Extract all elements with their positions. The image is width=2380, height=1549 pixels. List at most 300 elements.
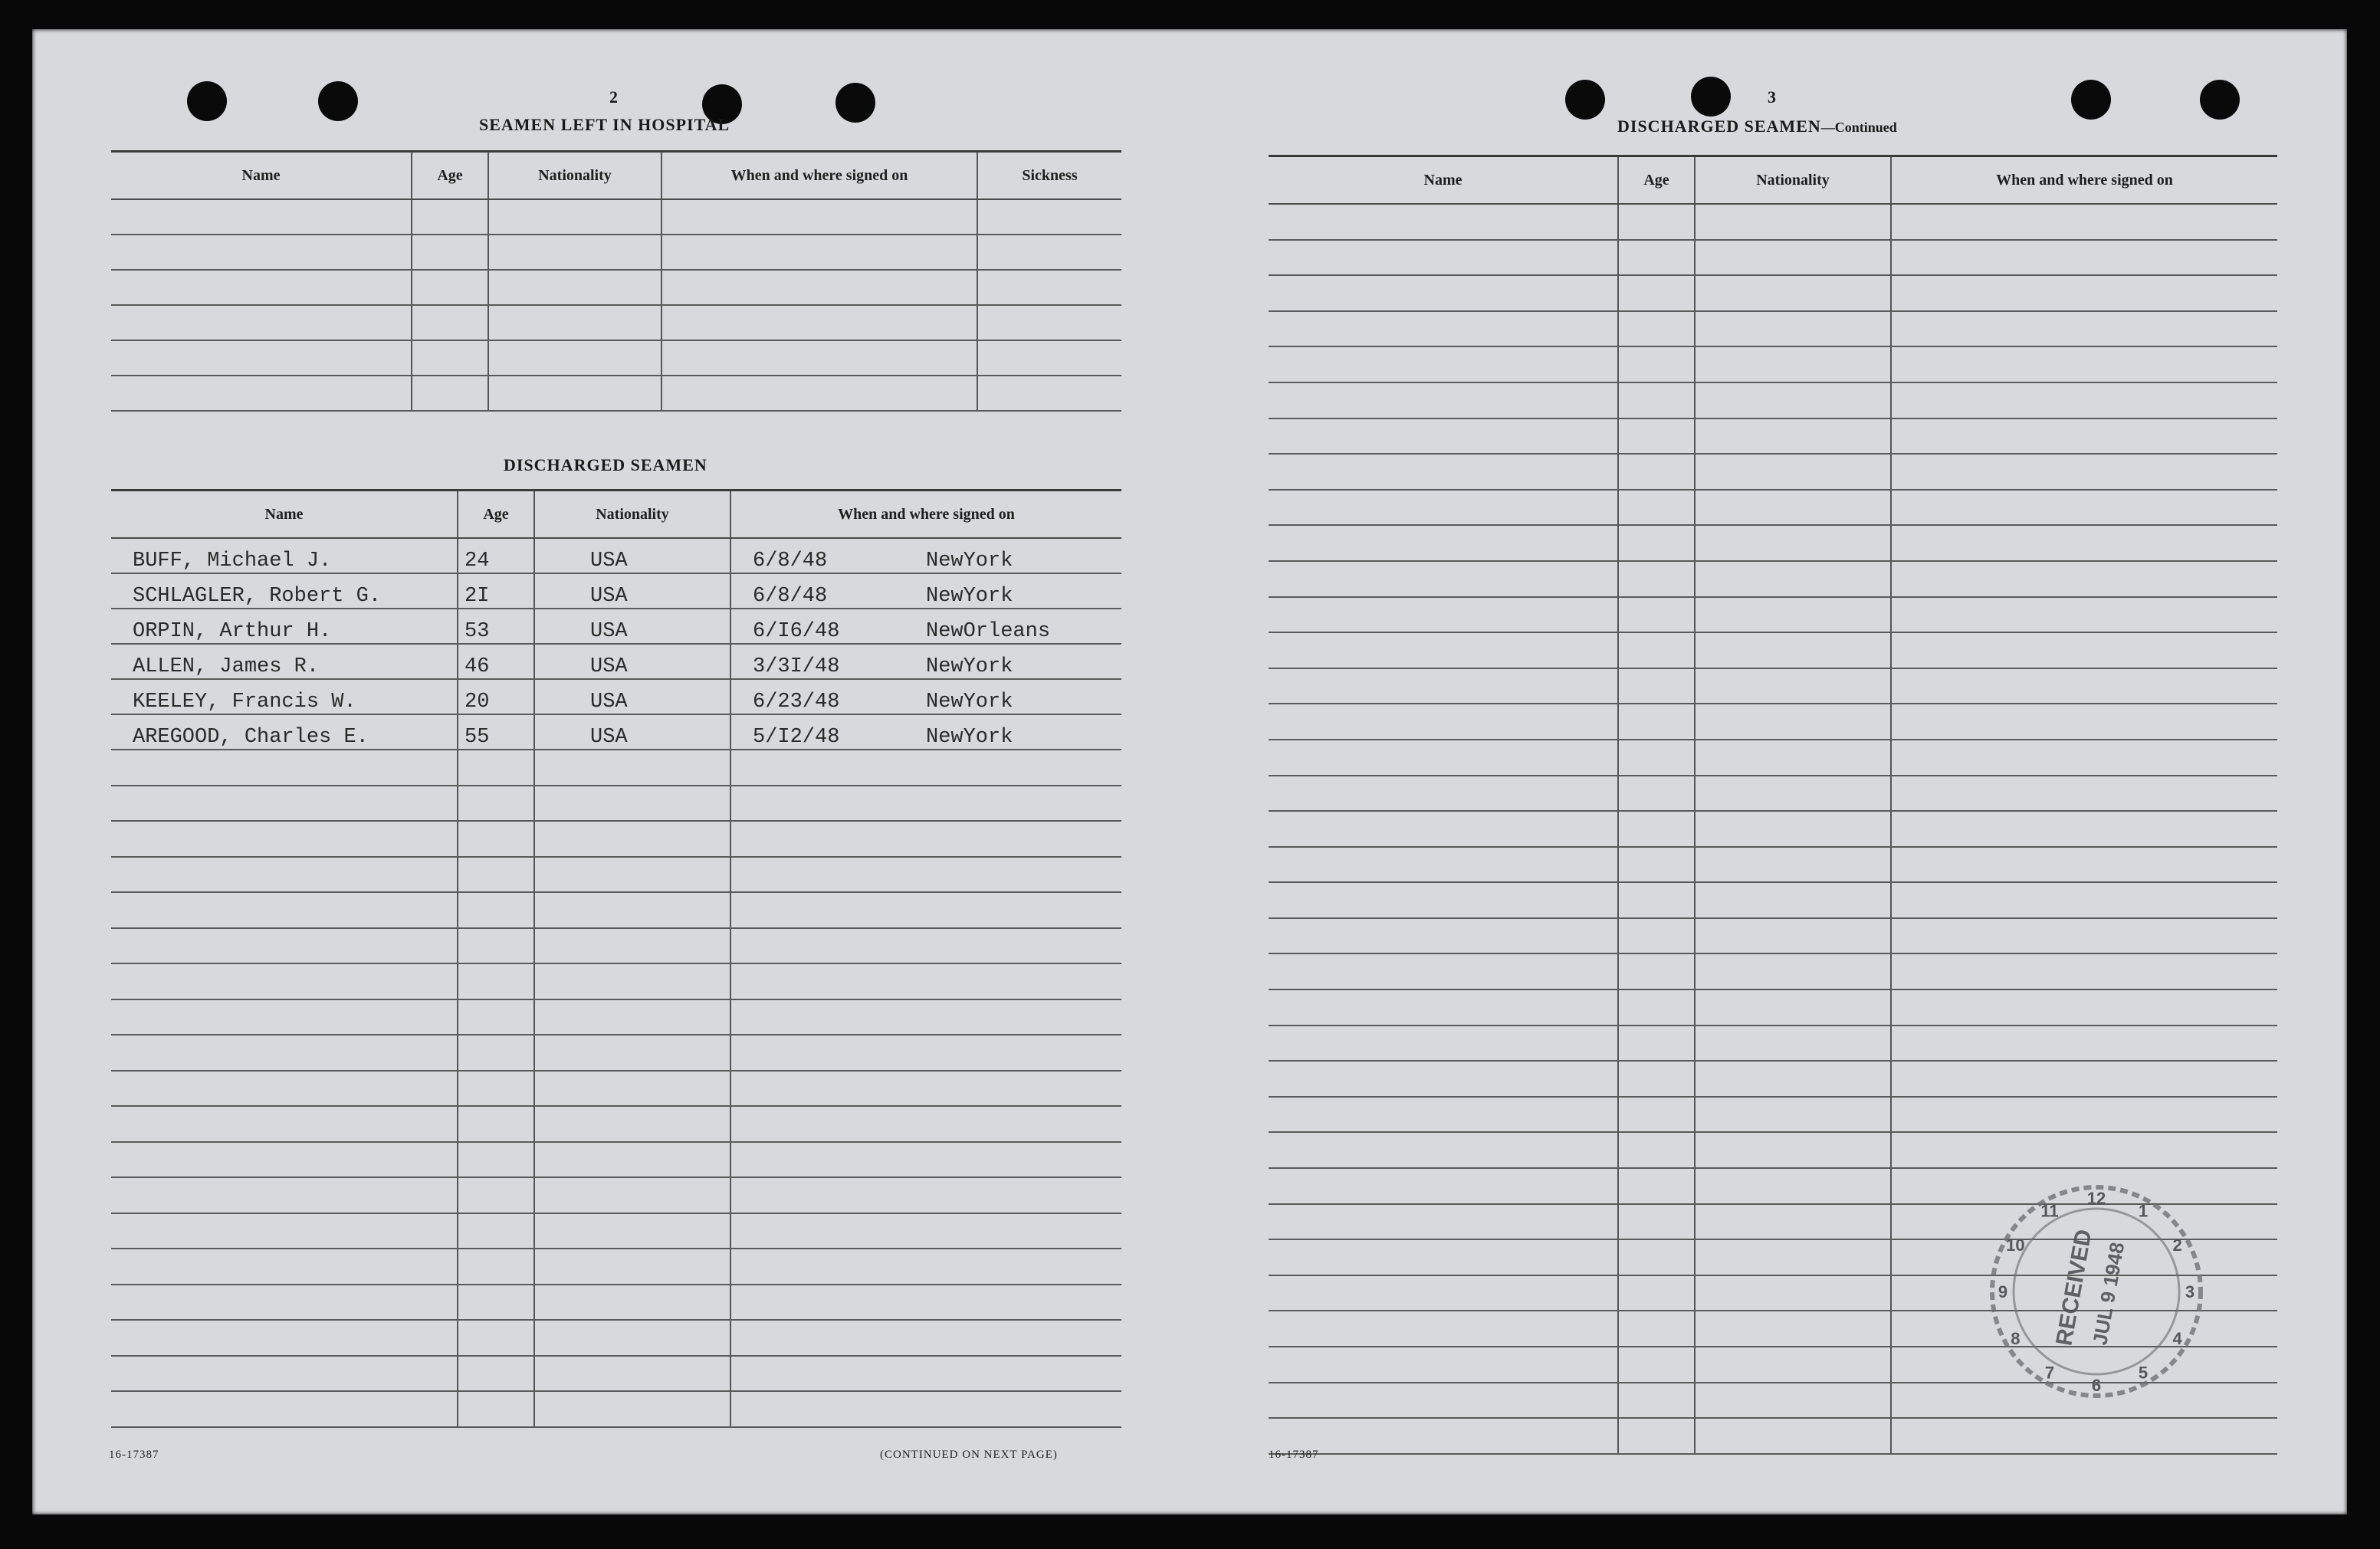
- seaman-nationality: USA: [534, 609, 730, 644]
- blank-cell: [1891, 454, 2277, 490]
- blank-cell: [1618, 1418, 1695, 1454]
- blank-cell: [1618, 1275, 1695, 1311]
- blank-row: [111, 376, 1121, 411]
- blank-cell: [1891, 632, 2277, 668]
- blank-cell: [1269, 847, 1618, 883]
- blank-cell: [730, 1177, 1121, 1213]
- blank-cell: [1695, 668, 1891, 704]
- column-header: When and where signed on: [661, 152, 977, 200]
- blank-cell: [1618, 1061, 1695, 1097]
- seaman-name: ALLEN, James R.: [111, 644, 458, 679]
- stamp-clock-digit: 6: [2091, 1376, 2102, 1395]
- blank-cell: [730, 857, 1121, 893]
- blank-cell: [1269, 561, 1618, 597]
- blank-row: [111, 305, 1121, 340]
- blank-cell: [1269, 597, 1618, 633]
- blank-cell: [977, 340, 1121, 376]
- blank-cell: [1269, 989, 1618, 1026]
- blank-cell: [111, 1142, 458, 1178]
- blank-cell: [1269, 776, 1618, 812]
- blank-cell: [1618, 240, 1695, 276]
- blank-row: [1269, 1418, 2277, 1454]
- blank-cell: [458, 1142, 534, 1178]
- blank-cell: [1891, 525, 2277, 561]
- blank-cell: [488, 305, 661, 340]
- blank-cell: [111, 1356, 458, 1392]
- blank-cell: [1695, 1311, 1891, 1347]
- blank-row: [1269, 1061, 2277, 1097]
- signed-on-place: NewYork: [926, 655, 1013, 678]
- blank-cell: [1269, 882, 1618, 918]
- blank-cell: [111, 892, 458, 928]
- blank-cell: [1269, 1418, 1618, 1454]
- blank-row: [111, 1035, 1121, 1071]
- blank-cell: [1695, 1097, 1891, 1133]
- blank-cell: [1891, 847, 2277, 883]
- column-header: When and where signed on: [1891, 156, 2277, 205]
- blank-cell: [1618, 882, 1695, 918]
- blank-cell: [488, 270, 661, 305]
- blank-cell: [1695, 1383, 1891, 1419]
- blank-row: [1269, 847, 2277, 883]
- blank-cell: [730, 1249, 1121, 1285]
- blank-cell: [1269, 811, 1618, 847]
- blank-row: [1269, 240, 2277, 276]
- blank-cell: [1891, 311, 2277, 347]
- blank-cell: [1618, 1168, 1695, 1204]
- blank-cell: [458, 1071, 534, 1107]
- stamp-clock-digit: 7: [2044, 1363, 2055, 1383]
- blank-cell: [412, 235, 488, 270]
- seaman-name: ORPIN, Arthur H.: [111, 609, 458, 644]
- table-row: [111, 679, 1121, 714]
- blank-cell: [534, 786, 730, 822]
- blank-row: [111, 1106, 1121, 1142]
- seaman-name: SCHLAGLER, Robert G.: [111, 573, 458, 609]
- stamp-clock-digit: 1: [2138, 1201, 2149, 1221]
- blank-row: [1269, 632, 2277, 668]
- blank-cell: [111, 1213, 458, 1249]
- blank-row: [1269, 311, 2277, 347]
- blank-cell: [1618, 382, 1695, 418]
- blank-cell: [661, 340, 977, 376]
- blank-cell: [977, 199, 1121, 235]
- blank-cell: [1695, 346, 1891, 382]
- stamp-clock-digit: 10: [2006, 1236, 2025, 1255]
- signed-on-place: NewYork: [926, 585, 1013, 608]
- blank-cell: [111, 1320, 458, 1356]
- stamp-clock-digit: 4: [2172, 1329, 2182, 1348]
- blank-row: [111, 963, 1121, 999]
- blank-cell: [1891, 275, 2277, 311]
- seaman-age: 53: [458, 609, 534, 644]
- blank-cell: [1618, 490, 1695, 526]
- table-row: [111, 573, 1121, 609]
- blank-row: [1269, 668, 2277, 704]
- blank-cell: [534, 1285, 730, 1321]
- blank-row: [1269, 953, 2277, 989]
- binder-hole: [1565, 80, 1605, 120]
- blank-cell: [1618, 1347, 1695, 1383]
- blank-row: [1269, 382, 2277, 418]
- column-header: Name: [111, 152, 412, 200]
- blank-cell: [111, 750, 458, 786]
- blank-cell: [458, 1391, 534, 1427]
- blank-cell: [1891, 597, 2277, 633]
- column-header: Age: [458, 491, 534, 539]
- blank-cell: [1618, 346, 1695, 382]
- blank-cell: [458, 1035, 534, 1071]
- blank-row: [1269, 776, 2277, 812]
- seaman-age: 20: [458, 679, 534, 714]
- blank-row: [1269, 346, 2277, 382]
- blank-cell: [1891, 740, 2277, 776]
- form-number-right: 16-17387: [1269, 1449, 1319, 1461]
- blank-cell: [1618, 311, 1695, 347]
- blank-cell: [730, 892, 1121, 928]
- blank-cell: [458, 1106, 534, 1142]
- blank-cell: [1269, 490, 1618, 526]
- blank-cell: [111, 963, 458, 999]
- blank-cell: [1695, 1061, 1891, 1097]
- blank-cell: [488, 376, 661, 411]
- blank-cell: [1269, 275, 1618, 311]
- blank-cell: [661, 376, 977, 411]
- blank-row: [1269, 275, 2277, 311]
- blank-cell: [1891, 882, 2277, 918]
- table-row: [111, 609, 1121, 644]
- blank-cell: [458, 1177, 534, 1213]
- blank-cell: [730, 1106, 1121, 1142]
- blank-cell: [1269, 346, 1618, 382]
- blank-cell: [488, 340, 661, 376]
- binder-hole: [835, 83, 875, 123]
- blank-row: [1269, 918, 2277, 954]
- blank-cell: [1695, 882, 1891, 918]
- blank-cell: [534, 999, 730, 1035]
- stamp-clock-digit: 12: [2086, 1189, 2106, 1208]
- blank-cell: [111, 1391, 458, 1427]
- blank-cell: [458, 999, 534, 1035]
- column-header: Age: [1618, 156, 1695, 205]
- blank-cell: [111, 305, 412, 340]
- blank-cell: [111, 1071, 458, 1107]
- blank-cell: [1695, 1275, 1891, 1311]
- seaman-name: AREGOOD, Charles E.: [111, 714, 458, 750]
- blank-cell: [730, 1071, 1121, 1107]
- blank-cell: [1269, 1275, 1618, 1311]
- binder-hole: [2071, 80, 2111, 120]
- signed-on-cell: [730, 644, 1121, 679]
- signed-on-cell: [730, 538, 1121, 573]
- seaman-age: 24: [458, 538, 534, 573]
- blank-cell: [1695, 704, 1891, 740]
- blank-cell: [1891, 1061, 2277, 1097]
- seaman-nationality: USA: [534, 573, 730, 609]
- blank-cell: [661, 270, 977, 305]
- blank-row: [111, 928, 1121, 964]
- column-header: Name: [1269, 156, 1618, 205]
- blank-cell: [1891, 561, 2277, 597]
- blank-cell: [534, 1213, 730, 1249]
- blank-cell: [1269, 1239, 1618, 1275]
- blank-row: [111, 235, 1121, 270]
- blank-cell: [458, 1320, 534, 1356]
- blank-cell: [1695, 454, 1891, 490]
- blank-cell: [458, 1213, 534, 1249]
- blank-cell: [111, 199, 412, 235]
- blank-cell: [111, 1177, 458, 1213]
- blank-cell: [730, 750, 1121, 786]
- blank-cell: [1891, 240, 2277, 276]
- seaman-name: KEELEY, Francis W.: [111, 679, 458, 714]
- binder-hole: [1691, 77, 1731, 117]
- blank-row: [111, 1356, 1121, 1392]
- blank-cell: [458, 963, 534, 999]
- blank-cell: [1695, 597, 1891, 633]
- blank-cell: [1269, 1204, 1618, 1240]
- blank-cell: [1618, 561, 1695, 597]
- blank-row: [1269, 989, 2277, 1026]
- stamp-clock-digit: 2: [2172, 1236, 2182, 1255]
- blank-cell: [1618, 918, 1695, 954]
- page-number-left: 2: [609, 87, 618, 107]
- blank-cell: [412, 305, 488, 340]
- blank-cell: [730, 821, 1121, 857]
- blank-cell: [730, 1142, 1121, 1178]
- blank-cell: [730, 1356, 1121, 1392]
- hospital-table: [111, 150, 1121, 412]
- blank-cell: [1695, 1026, 1891, 1062]
- blank-row: [1269, 882, 2277, 918]
- blank-cell: [534, 1106, 730, 1142]
- blank-cell: [977, 235, 1121, 270]
- blank-cell: [1695, 418, 1891, 455]
- blank-cell: [534, 928, 730, 964]
- blank-cell: [534, 963, 730, 999]
- form-number-left: 16-17387: [109, 1449, 159, 1461]
- seaman-nationality: USA: [534, 644, 730, 679]
- blank-row: [1269, 740, 2277, 776]
- blank-cell: [1891, 704, 2277, 740]
- seaman-name: BUFF, Michael J.: [111, 538, 458, 573]
- signed-on-place: NewYork: [926, 691, 1013, 714]
- blank-cell: [1695, 382, 1891, 418]
- blank-cell: [111, 999, 458, 1035]
- blank-cell: [1618, 740, 1695, 776]
- blank-cell: [111, 928, 458, 964]
- blank-row: [111, 270, 1121, 305]
- blank-row: [1269, 418, 2277, 455]
- blank-cell: [1695, 311, 1891, 347]
- blank-cell: [1695, 1418, 1891, 1454]
- blank-cell: [1269, 704, 1618, 740]
- blank-cell: [534, 1391, 730, 1427]
- blank-cell: [111, 1285, 458, 1321]
- blank-cell: [1269, 632, 1618, 668]
- signed-on-date: 6/I6/48: [753, 620, 840, 643]
- blank-cell: [1269, 740, 1618, 776]
- stamp-clock-digit: 9: [1998, 1282, 2008, 1301]
- blank-cell: [1891, 1418, 2277, 1454]
- binder-hole: [2200, 80, 2240, 120]
- blank-cell: [1269, 1383, 1618, 1419]
- blank-cell: [1269, 382, 1618, 418]
- blank-cell: [1618, 811, 1695, 847]
- blank-cell: [1695, 953, 1891, 989]
- blank-cell: [488, 235, 661, 270]
- blank-cell: [458, 857, 534, 893]
- blank-cell: [1695, 1347, 1891, 1383]
- right-title-main: DISCHARGED SEAMEN: [1617, 117, 1821, 136]
- blank-cell: [1269, 240, 1618, 276]
- table-row: [111, 538, 1121, 573]
- blank-cell: [1695, 847, 1891, 883]
- discharged-table: [111, 489, 1121, 1428]
- signed-on-cell: [730, 609, 1121, 644]
- blank-row: [111, 1320, 1121, 1356]
- blank-cell: [1269, 1061, 1618, 1097]
- blank-cell: [1618, 1026, 1695, 1062]
- signed-on-place: NewOrleans: [926, 620, 1051, 643]
- blank-row: [1269, 490, 2277, 526]
- blank-cell: [1891, 204, 2277, 240]
- blank-cell: [1618, 525, 1695, 561]
- blank-row: [111, 892, 1121, 928]
- blank-cell: [1269, 1097, 1618, 1133]
- blank-row: [111, 1142, 1121, 1178]
- blank-cell: [730, 928, 1121, 964]
- blank-cell: [111, 821, 458, 857]
- right-title-suffix: —Continued: [1820, 120, 1897, 135]
- blank-cell: [111, 270, 412, 305]
- blank-cell: [1269, 311, 1618, 347]
- blank-cell: [1618, 847, 1695, 883]
- blank-row: [111, 1391, 1121, 1427]
- blank-cell: [977, 376, 1121, 411]
- blank-cell: [661, 235, 977, 270]
- blank-cell: [412, 199, 488, 235]
- signed-on-place: NewYork: [926, 550, 1013, 573]
- blank-cell: [1695, 776, 1891, 812]
- blank-row: [1269, 1097, 2277, 1133]
- blank-cell: [1891, 1097, 2277, 1133]
- blank-cell: [1618, 704, 1695, 740]
- blank-row: [111, 999, 1121, 1035]
- blank-cell: [1695, 632, 1891, 668]
- blank-row: [111, 1249, 1121, 1285]
- blank-row: [111, 1213, 1121, 1249]
- seaman-nationality: USA: [534, 679, 730, 714]
- blank-cell: [458, 821, 534, 857]
- signed-on-date: 6/8/48: [753, 550, 828, 573]
- blank-row: [1269, 704, 2277, 740]
- signed-on-date: 5/I2/48: [753, 726, 840, 749]
- blank-cell: [534, 1249, 730, 1285]
- blank-cell: [1618, 275, 1695, 311]
- blank-cell: [1695, 1204, 1891, 1240]
- blank-cell: [1269, 668, 1618, 704]
- blank-cell: [730, 1213, 1121, 1249]
- blank-cell: [534, 750, 730, 786]
- stamp-clock-digit: 5: [2138, 1363, 2149, 1383]
- blank-cell: [730, 1391, 1121, 1427]
- blank-cell: [1618, 418, 1695, 455]
- blank-cell: [1695, 275, 1891, 311]
- blank-cell: [730, 786, 1121, 822]
- signed-on-cell: [730, 714, 1121, 750]
- column-header: Nationality: [534, 491, 730, 539]
- blank-cell: [1618, 632, 1695, 668]
- blank-cell: [1618, 1097, 1695, 1133]
- blank-cell: [534, 892, 730, 928]
- blank-cell: [534, 821, 730, 857]
- seaman-age: 2I: [458, 573, 534, 609]
- blank-cell: [1695, 989, 1891, 1026]
- blank-cell: [1695, 490, 1891, 526]
- seaman-nationality: USA: [534, 538, 730, 573]
- blank-cell: [1891, 668, 2277, 704]
- blank-cell: [1695, 918, 1891, 954]
- blank-cell: [1891, 953, 2277, 989]
- stamp-date-text: JUL 9 1948: [2088, 1240, 2129, 1347]
- blank-row: [111, 1285, 1121, 1321]
- blank-cell: [1269, 1347, 1618, 1383]
- column-header: Age: [412, 152, 488, 200]
- blank-cell: [1269, 1168, 1618, 1204]
- stamp-clock-digit: 11: [2040, 1201, 2059, 1221]
- discharged-section-title: DISCHARGED SEAMEN: [504, 455, 707, 474]
- table-row: [111, 714, 1121, 750]
- blank-cell: [1695, 740, 1891, 776]
- blank-cell: [1891, 418, 2277, 455]
- blank-cell: [1891, 1026, 2277, 1062]
- blank-cell: [1695, 1132, 1891, 1168]
- seaman-age: 46: [458, 644, 534, 679]
- blank-row: [1269, 811, 2277, 847]
- column-header: When and where signed on: [730, 491, 1121, 539]
- blank-row: [1269, 525, 2277, 561]
- blank-cell: [1891, 989, 2277, 1026]
- signed-on-place: NewYork: [926, 726, 1013, 749]
- blank-cell: [1891, 1132, 2277, 1168]
- blank-cell: [111, 1035, 458, 1071]
- blank-cell: [661, 199, 977, 235]
- blank-row: [1269, 1026, 2277, 1062]
- blank-cell: [412, 270, 488, 305]
- column-header: Sickness: [977, 152, 1121, 200]
- blank-row: [111, 340, 1121, 376]
- blank-row: [1269, 597, 2277, 633]
- blank-cell: [534, 1035, 730, 1071]
- blank-cell: [1891, 346, 2277, 382]
- blank-cell: [534, 1356, 730, 1392]
- blank-cell: [534, 1071, 730, 1107]
- blank-cell: [1618, 953, 1695, 989]
- blank-cell: [730, 999, 1121, 1035]
- blank-cell: [111, 857, 458, 893]
- signed-on-date: 6/8/48: [753, 585, 828, 608]
- column-header: Name: [111, 491, 458, 539]
- seaman-age: 55: [458, 714, 534, 750]
- continued-note: (CONTINUED ON NEXT PAGE): [880, 1449, 1058, 1461]
- blank-cell: [977, 270, 1121, 305]
- blank-cell: [1269, 204, 1618, 240]
- blank-cell: [1891, 918, 2277, 954]
- blank-cell: [1695, 525, 1891, 561]
- blank-cell: [1695, 561, 1891, 597]
- blank-cell: [1618, 454, 1695, 490]
